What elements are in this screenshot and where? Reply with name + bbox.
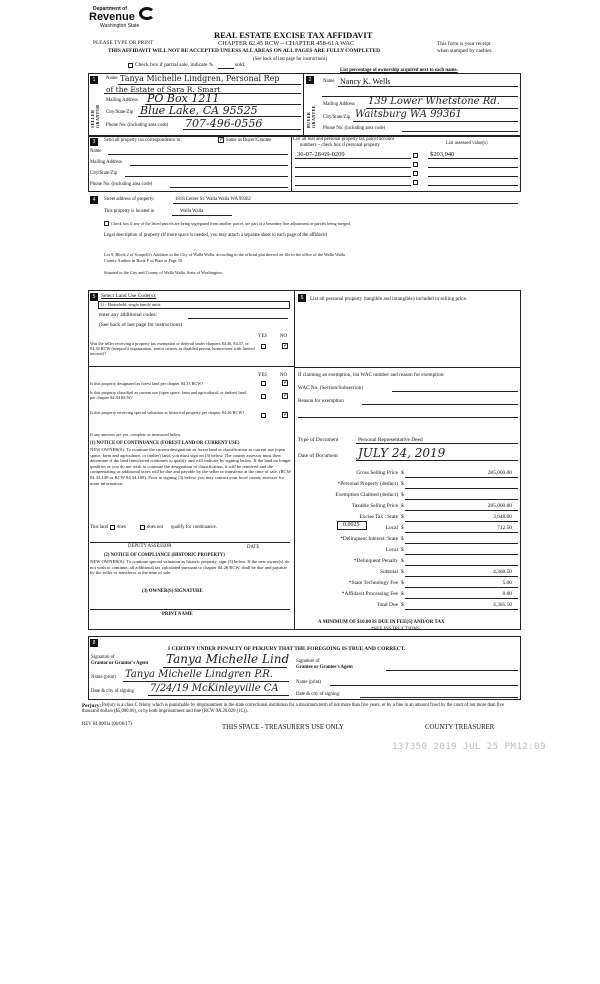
land-use-code[interactable]: 11 - Household, single family units [100, 302, 161, 307]
tax-row-line [405, 587, 518, 588]
seller-city[interactable]: Blue Lake, CA 95525 [140, 104, 258, 117]
section-8-badge: 8 [90, 639, 98, 647]
tax-row-label: *Personal Property (deduct) [337, 481, 398, 487]
perjury-text: Perjury is a class C felony which is punishable by imprisonment in the state correctional institution for a maximum term of not more than five years, or by a fine in an amount fixed by the court of not more than five thousand dollars ($5,000.00), or by both imprisonment and fine (RCW 9A.20.020 (1C)). [82, 703, 504, 715]
land-does-label: This land [90, 525, 108, 530]
please-print: PLEASE TYPE OR PRINT [93, 40, 154, 46]
parcel-header-2: numbers – check box if personal property [300, 143, 380, 148]
tax-row-label: Local [385, 525, 398, 531]
does-not-checkbox[interactable] [140, 525, 145, 530]
yes-label-1: YES [258, 334, 268, 339]
located-city[interactable]: Walla Walla [180, 209, 204, 214]
q4-text: Is this property receiving special valuation as historical property per chapter 84.26 RCW? [90, 410, 245, 415]
tax-row-label: Taxable Selling Price [351, 503, 398, 509]
qualify-label: qualify for continuance. [171, 525, 217, 530]
rev-label: REV 84 0001a (06/06/17) [82, 722, 132, 727]
tax-row-value[interactable]: 3,648.00 [493, 514, 512, 520]
assessed-value[interactable]: $203,940 [430, 151, 455, 158]
date-label: DATE [247, 545, 260, 550]
tax-row-value[interactable]: 4,360.50 [493, 569, 512, 575]
dept-label: Department of [93, 6, 127, 12]
grantee-sig-label-2: Grantee or Grantee's Agent [296, 665, 353, 670]
tax-row-label: Gross Selling Price [356, 470, 398, 476]
tax-row-label: *Affidavit Processing Fee [341, 591, 398, 597]
segregated-checkbox[interactable] [104, 221, 109, 226]
receipt-2: when stamped by cashier. [437, 48, 493, 54]
tax-row-label: Subtotal [380, 569, 398, 575]
tax-row-label: Local [385, 547, 398, 553]
tax-row-line [405, 510, 518, 511]
tax-row-line [405, 598, 518, 599]
q1-no[interactable]: ✓ [283, 343, 289, 349]
buyer-side-label: BUYER GRANTEE [306, 105, 316, 128]
seller-phone[interactable]: 707-496-0556 [185, 117, 263, 130]
seller-phone-label: Phone No. (including area code) [106, 123, 169, 128]
doc-date[interactable]: JULY 24, 2019 [358, 446, 446, 460]
section-3-badge: 3 [90, 138, 98, 146]
partial-sale-label: Check box if partial sale, indicate % [135, 62, 214, 68]
assessed-header: List assessed value(s) [446, 141, 488, 146]
exemption-claim: If claiming an exemption, list WAC number and reason for exemption: [298, 372, 445, 378]
additional-codes-label: enter any additional codes: [99, 312, 157, 318]
legal-label: Legal description of property (if more space is needed, you may attach a separate sheet to each page of the affidavit) [104, 233, 328, 238]
swoosh-icon [139, 7, 155, 20]
tax-row-line [405, 477, 518, 478]
ownership-note: List percentage of ownership acquired next to each name. [340, 68, 458, 73]
grantor-sig-label-2: Grantor or Grantor's Agent [91, 661, 149, 666]
tax-row-label: *Delinquent Interest: State [340, 536, 398, 542]
revenue-logo: Revenue [89, 11, 135, 23]
street-address[interactable]: 1818 Center St. Walla Walla WA 99362 [175, 197, 251, 202]
seller-name[interactable]: Tanya Michelle Lindgren, Personal Rep [120, 74, 280, 83]
tax-row-line [405, 532, 518, 533]
q2-yes[interactable] [261, 381, 266, 386]
tax-row-value[interactable]: 712.50 [497, 525, 512, 531]
seller-name-2[interactable]: of the Estate of Sara R. Smart [106, 85, 221, 94]
perjury-label: Perjury: [82, 703, 102, 709]
tax-row-label: *Delinquent Penalty [353, 558, 398, 564]
tax-row-line [405, 499, 518, 500]
no-label-2: NO [280, 373, 287, 378]
historic-text: NEW OWNER(S): To continue special valuation as historic property, sign (3) below. If the new owner(s) do not wish to continue, all additional tax calculated pursuant to chapter 84.26 RCW, shall be due and payable by the seller or transferor at the time of sale. [90, 559, 290, 576]
corr-label: Send all property tax correspondence to: [104, 138, 182, 143]
tax-row-label: Total Due [376, 602, 398, 608]
same-as-buyer-label: Same as Buyer/Grantee [226, 138, 272, 143]
seeback-header: (See back of last page for instructions) [253, 57, 328, 62]
buyer-addr-label: Mailing Address [323, 102, 355, 107]
tax-row-line [405, 521, 518, 522]
buyer-city[interactable]: Waitsburg WA 99361 [355, 109, 462, 120]
personal-property-text: List all personal property (tangible and intangible) included in selling price. [310, 296, 468, 302]
dollar-sign: $ [401, 580, 404, 586]
tax-row-label: Excise Tax : State [359, 514, 398, 520]
parcel-number[interactable]: 36-07-28-69-0209 [297, 151, 345, 158]
continuance-text: NEW OWNER(S): To continue the current designation as forest land or classification as current use (open space, farm and agriculture, or timber) land, you must sign on (3) below. The county assessor must then determine if the land transferred continues to qualify and will indicate by signing below. If the land no longer qualifies or you do not wish to continue the designation or classification, it will be removed and the compensating or additional taxes will be due and payable by the seller or transferor at the time of sale. (RCW 84.33.140 or RCW 84.34.108). Prior to signing (3) below, you may contact your local county assessor for more information. [90, 447, 291, 486]
tax-row-line [405, 488, 518, 489]
same-as-buyer-checkbox[interactable]: ✓ [219, 137, 225, 143]
notice-text: THIS AFFIDAVIT WILL NOT BE ACCEPTED UNLESS ALL AREAS ON ALL PAGES ARE FULLY COMPLETED [108, 48, 381, 54]
doc-type[interactable]: Personal Representative Deed [358, 437, 423, 443]
corr-phone-label: Phone No. (including area code) [90, 182, 153, 187]
seller-side-label: SELLER GRANTOR [90, 104, 100, 128]
tax-row-line [405, 576, 518, 577]
local-rate[interactable]: 0.0025 [343, 522, 360, 528]
see-instructions: *SEE INSTRUCTIONS [371, 627, 420, 632]
dollar-sign: $ [401, 569, 404, 575]
corr-city-label: City/State/Zip [90, 171, 118, 176]
tax-row-value[interactable]: 285,000.00 [487, 470, 512, 476]
seller-addr-label: Mailing Address [106, 98, 138, 103]
historic-title: (2) NOTICE OF COMPLIANCE (HISTORIC PROPERTY) [104, 553, 225, 558]
grantor-sig-label-1: Signature of [91, 655, 115, 660]
dollar-sign: $ [401, 514, 404, 520]
q3-yes[interactable] [261, 394, 266, 399]
q1-text: Was the seller receiving a property tax exemption or deferral under chapters 84.36, 84.37, or 84.38 RCW (nonprofit organization, senior citizen, or disabled person, homeowner with limited income)? [90, 341, 255, 357]
q1-yes[interactable] [261, 344, 266, 349]
grantor-name[interactable]: Tanya Michelle Lindgren P.R. [125, 669, 273, 680]
sold-label: sold. [235, 62, 246, 68]
does-label: does [117, 525, 126, 530]
grantor-date-city[interactable]: 7/24/19 McKinleyville CA [150, 683, 279, 694]
county-treasurer: COUNTY TREASURER [425, 724, 495, 731]
form-chapter: CHAPTER 82.45 RCW – CHAPTER 458-61A WAC [218, 40, 355, 47]
if-any-yes: If any answers are yes, complete as instructed below. [90, 432, 182, 437]
grantor-name-label: Name (print) [91, 675, 116, 680]
state-label: Washington State [100, 23, 140, 29]
section-2-badge: 2 [306, 76, 314, 84]
grantee-sig-label-1: Signature of [296, 659, 320, 664]
dollar-sign: $ [401, 481, 404, 487]
tax-row-label: *State Technology Fee [348, 580, 398, 586]
legal-desc-2[interactable]: County Auditor in Book F of Plats at Page 10. [104, 258, 184, 263]
yes-label-2: YES [258, 373, 268, 378]
tax-row-line [405, 609, 518, 610]
doc-type-label: Type of Document [298, 437, 339, 443]
street-label: Street address of property: [104, 197, 155, 202]
legal-desc-3[interactable]: Situated in the City and County of Walla Walla, State of Washington. [104, 270, 223, 275]
seller-address[interactable]: PO Box 1211 [147, 92, 220, 105]
tax-row-line [405, 554, 518, 555]
min-fee-note: A MINIMUM OF $10.00 IS DUE IN FEE(S) AND/OR TAX [318, 620, 445, 625]
q2-text: Is this property designated as forest land per chapter 84.33 RCW? [90, 381, 204, 386]
buyer-name[interactable]: Nancy K. Wells [340, 77, 391, 86]
dollar-sign: $ [401, 536, 404, 542]
buyer-address[interactable]: 139 Lower Whetstone Rd. [368, 96, 500, 107]
receipt-1: This form is your receipt [437, 41, 491, 47]
deputy-label: DEPUTY ASSESSOR [128, 544, 172, 549]
seller-city-label: City/State/Zip [106, 110, 134, 115]
wac-label: WAC No. (Section/Subsection) [298, 385, 363, 391]
located-label: This property is located in [104, 209, 155, 214]
form-title: REAL ESTATE EXCISE TAX AFFIDAVIT [214, 30, 373, 40]
buyer-name-label: Name [323, 79, 335, 84]
partial-sale-checkbox[interactable] [128, 63, 133, 68]
dollar-sign: $ [401, 602, 404, 608]
continuance-title: (1) NOTICE OF CONTINUANCE (FOREST LAND OR CURRENT USE) [90, 441, 240, 446]
corr-addr-label: Mailing Address [90, 160, 122, 165]
dollar-sign: $ [401, 492, 404, 498]
q3-text: Is this property classified as current use (open space, farm and agricultural, or timber) land per chapter 84.34 RCW? [90, 390, 246, 401]
seller-name-label: Name [106, 76, 118, 81]
section-1-badge: 1 [90, 76, 98, 84]
parcel-header-1: List all real and personal property tax parcel account [293, 137, 394, 142]
grantee-name-label: Name (print) [296, 680, 321, 685]
tax-row-value[interactable]: 5.00 [502, 580, 512, 586]
dollar-sign: $ [401, 503, 404, 509]
owner-sig-label: (3) OWNER(S) SIGNATURE [142, 589, 203, 594]
q3-no[interactable]: ✓ [283, 393, 289, 399]
tax-row-line [405, 543, 518, 544]
dollar-sign: $ [401, 558, 404, 564]
treasurer-space: THIS SPACE - TREASURER'S USE ONLY [222, 724, 344, 731]
grantor-date-label: Date & city of signing [91, 689, 134, 694]
tax-row-value[interactable]: 0.00 [502, 591, 512, 597]
tax-row-value[interactable]: 4,365.50 [493, 602, 512, 608]
dollar-sign: $ [401, 525, 404, 531]
does-not-label: does not [147, 525, 164, 530]
print-name-label: PRINT NAME [162, 612, 193, 617]
dollar-sign: $ [401, 591, 404, 597]
q2-no[interactable]: ✓ [283, 380, 289, 386]
doc-date-label: Date of Document [298, 453, 338, 459]
tax-row-value[interactable]: 285,000.00 [487, 503, 512, 509]
land-use-title: Select Land Use Code(s): [101, 293, 157, 299]
q4-yes[interactable] [261, 413, 266, 418]
exemption-reason: Reason for exemption [298, 398, 344, 404]
section-4-badge: 4 [90, 196, 98, 204]
tax-row-line [405, 565, 518, 566]
tax-row-label: Exemption Claimed (deduct) [335, 492, 398, 498]
does-checkbox[interactable] [110, 525, 115, 530]
grantor-signature[interactable]: Tanya Michelle Lind [166, 652, 290, 666]
buyer-city-label: City/State/Zip [323, 115, 351, 120]
dollar-sign: $ [401, 470, 404, 476]
legal-desc-1[interactable]: Lot 9, Block 2 of Scarpelli's Addition to the City of Walla Walla, according to the official plat thereof on file in the office of the Walla Walla [104, 252, 345, 257]
grantee-date-label: Date & city of signing: [296, 692, 341, 697]
q4-no[interactable]: ✓ [283, 412, 289, 418]
section-5-badge: 5 [90, 293, 98, 301]
land-seeback: (See back of last page for instructions) [99, 322, 183, 328]
section-6-badge: 6 [298, 294, 306, 302]
buyer-phone-label: Phone No. (including area code) [323, 126, 386, 131]
recording-stamp: 137350 2019 JUL 25 PM12:09 [392, 742, 546, 752]
segregated-label: Check box if any of the listed parcels are being segregated from another parcel, are part of a boundary line adjustment or parcels being merged. [111, 221, 352, 226]
corr-name-label: Name [90, 149, 102, 154]
no-label-1: NO [280, 334, 287, 339]
certify-text: I CERTIFY UNDER PENALTY OF PERJURY THAT THE FOREGOING IS TRUE AND CORRECT. [168, 646, 406, 652]
dollar-sign: $ [401, 547, 404, 553]
